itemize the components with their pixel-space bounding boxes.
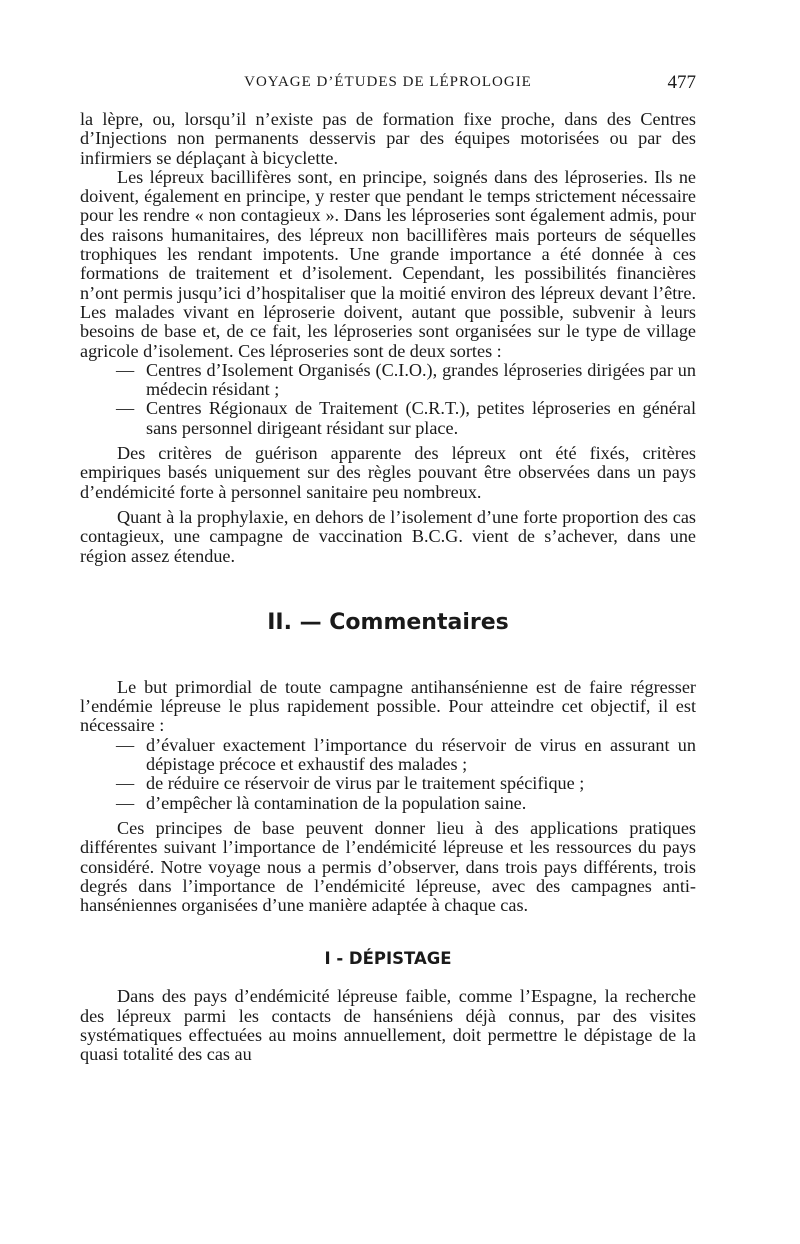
section-heading: II. — Commentaires [267,609,509,635]
paragraph-principes: Ces principes de base peuvent donner lieu à des applications pratiques différentes suivant l’importance de l’endémicité lépreuse et les ressources du pays considéré. Notre voyage nous a permis d’observer, dans trois pays différents, trois degrés dans l’importance de l’endémicité lépreuse, avec des campagnes anti-hanséniennes organisées d’une manière adaptée à chaque cas. [80,817,696,916]
list-leproseries [80,361,696,438]
list-objectifs [80,736,696,813]
paragraph-but-primordial: Le but primordial de toute campagne antihansénienne est de faire régresser l’endémie lépreuse le plus rapidement possible. Pour atteindre cet objectif, il est nécessaire : [80,676,696,736]
page-header [80,72,696,98]
subsection-heading: I - DÉPISTAGE [324,949,452,969]
list-item: — d’évaluer exactement l’importance du réservoir de virus en assurant un dépistage précoce et exhaustif des malades ; [80,736,696,775]
list-item: — de réduire ce réservoir de virus par le traitement spécifique ; [80,774,696,793]
paragraph-prophylaxie: Quant à la prophylaxie, en dehors de l’isolement d’une forte proportion des cas contagieux, une campagne de vaccination B.C.G. vient de s’achever, dans une région assez étendue. [80,506,696,566]
paragraph-depistage: Dans des pays d’endémicité lépreuse faible, comme l’Espagne, la recherche des lépreux parmi les contacts de hanséniens déjà connus, par des visites systématiques effectuées au moins annuellement, doit permettre le dépistage de la quasi totalité des cas au [80,986,696,1065]
page-body [80,110,696,1065]
list-item: — Centres d’Isolement Organisés (C.I.O.), grandes léproseries dirigées par un médecin résidant ; [80,361,696,400]
paragraph-continuation: la lèpre, ou, lorsqu’il n’existe pas de formation fixe proche, dans des Centres d’Injections non permanents desservis par des équipes motorisées ou par des infirmiers se déplaçant à bicyclette. [80,109,696,168]
list-item: — d’empêcher là contamination de la population saine. [80,794,696,813]
page-number: 477 [667,72,696,93]
paragraph-criteres-guerison: Des critères de guérison apparente des lépreux ont été fixés, critères empiriques basés uniquement sur des règles pouvant être observées dans un pays d’endémicité forte à personnel sanitaire peu nombreux. [80,443,696,502]
list-item: — Centres Régionaux de Traitement (C.R.T.), petites léproseries en général sans personnel dirigeant résidant sur place. [80,399,696,438]
paragraph-lepreux-bacilliferes: Les lépreux bacillifères sont, en principe, soignés dans des léproseries. Ils ne doivent, également en principe, y rester que pendant le temps strictement nécessaire pour les rendre « non contagieux ». Dans les léproseries sont également admis, pour des raisons humanitaires, des lépreux non bacillifères mais porteurs de séquelles trophiques les rendant impotents. Une grande importance a été donnée à ces formations de traitement et d’isolement. Cependant, les possibilités financières n’ont permis jusqu’ici d’hospitaliser que la moitié environ des lépreux devant l’être. Les malades vivant en léproserie doivent, autant que possible, subvenir à leurs besoins de base et, de ce fait, les léproseries sont organisées sur le type de village agricole d’isolement. Ces léproseries sont de deux sortes : [80,166,696,361]
running-title: VOYAGE D’ÉTUDES DE LÉPROLOGIE [244,74,532,90]
